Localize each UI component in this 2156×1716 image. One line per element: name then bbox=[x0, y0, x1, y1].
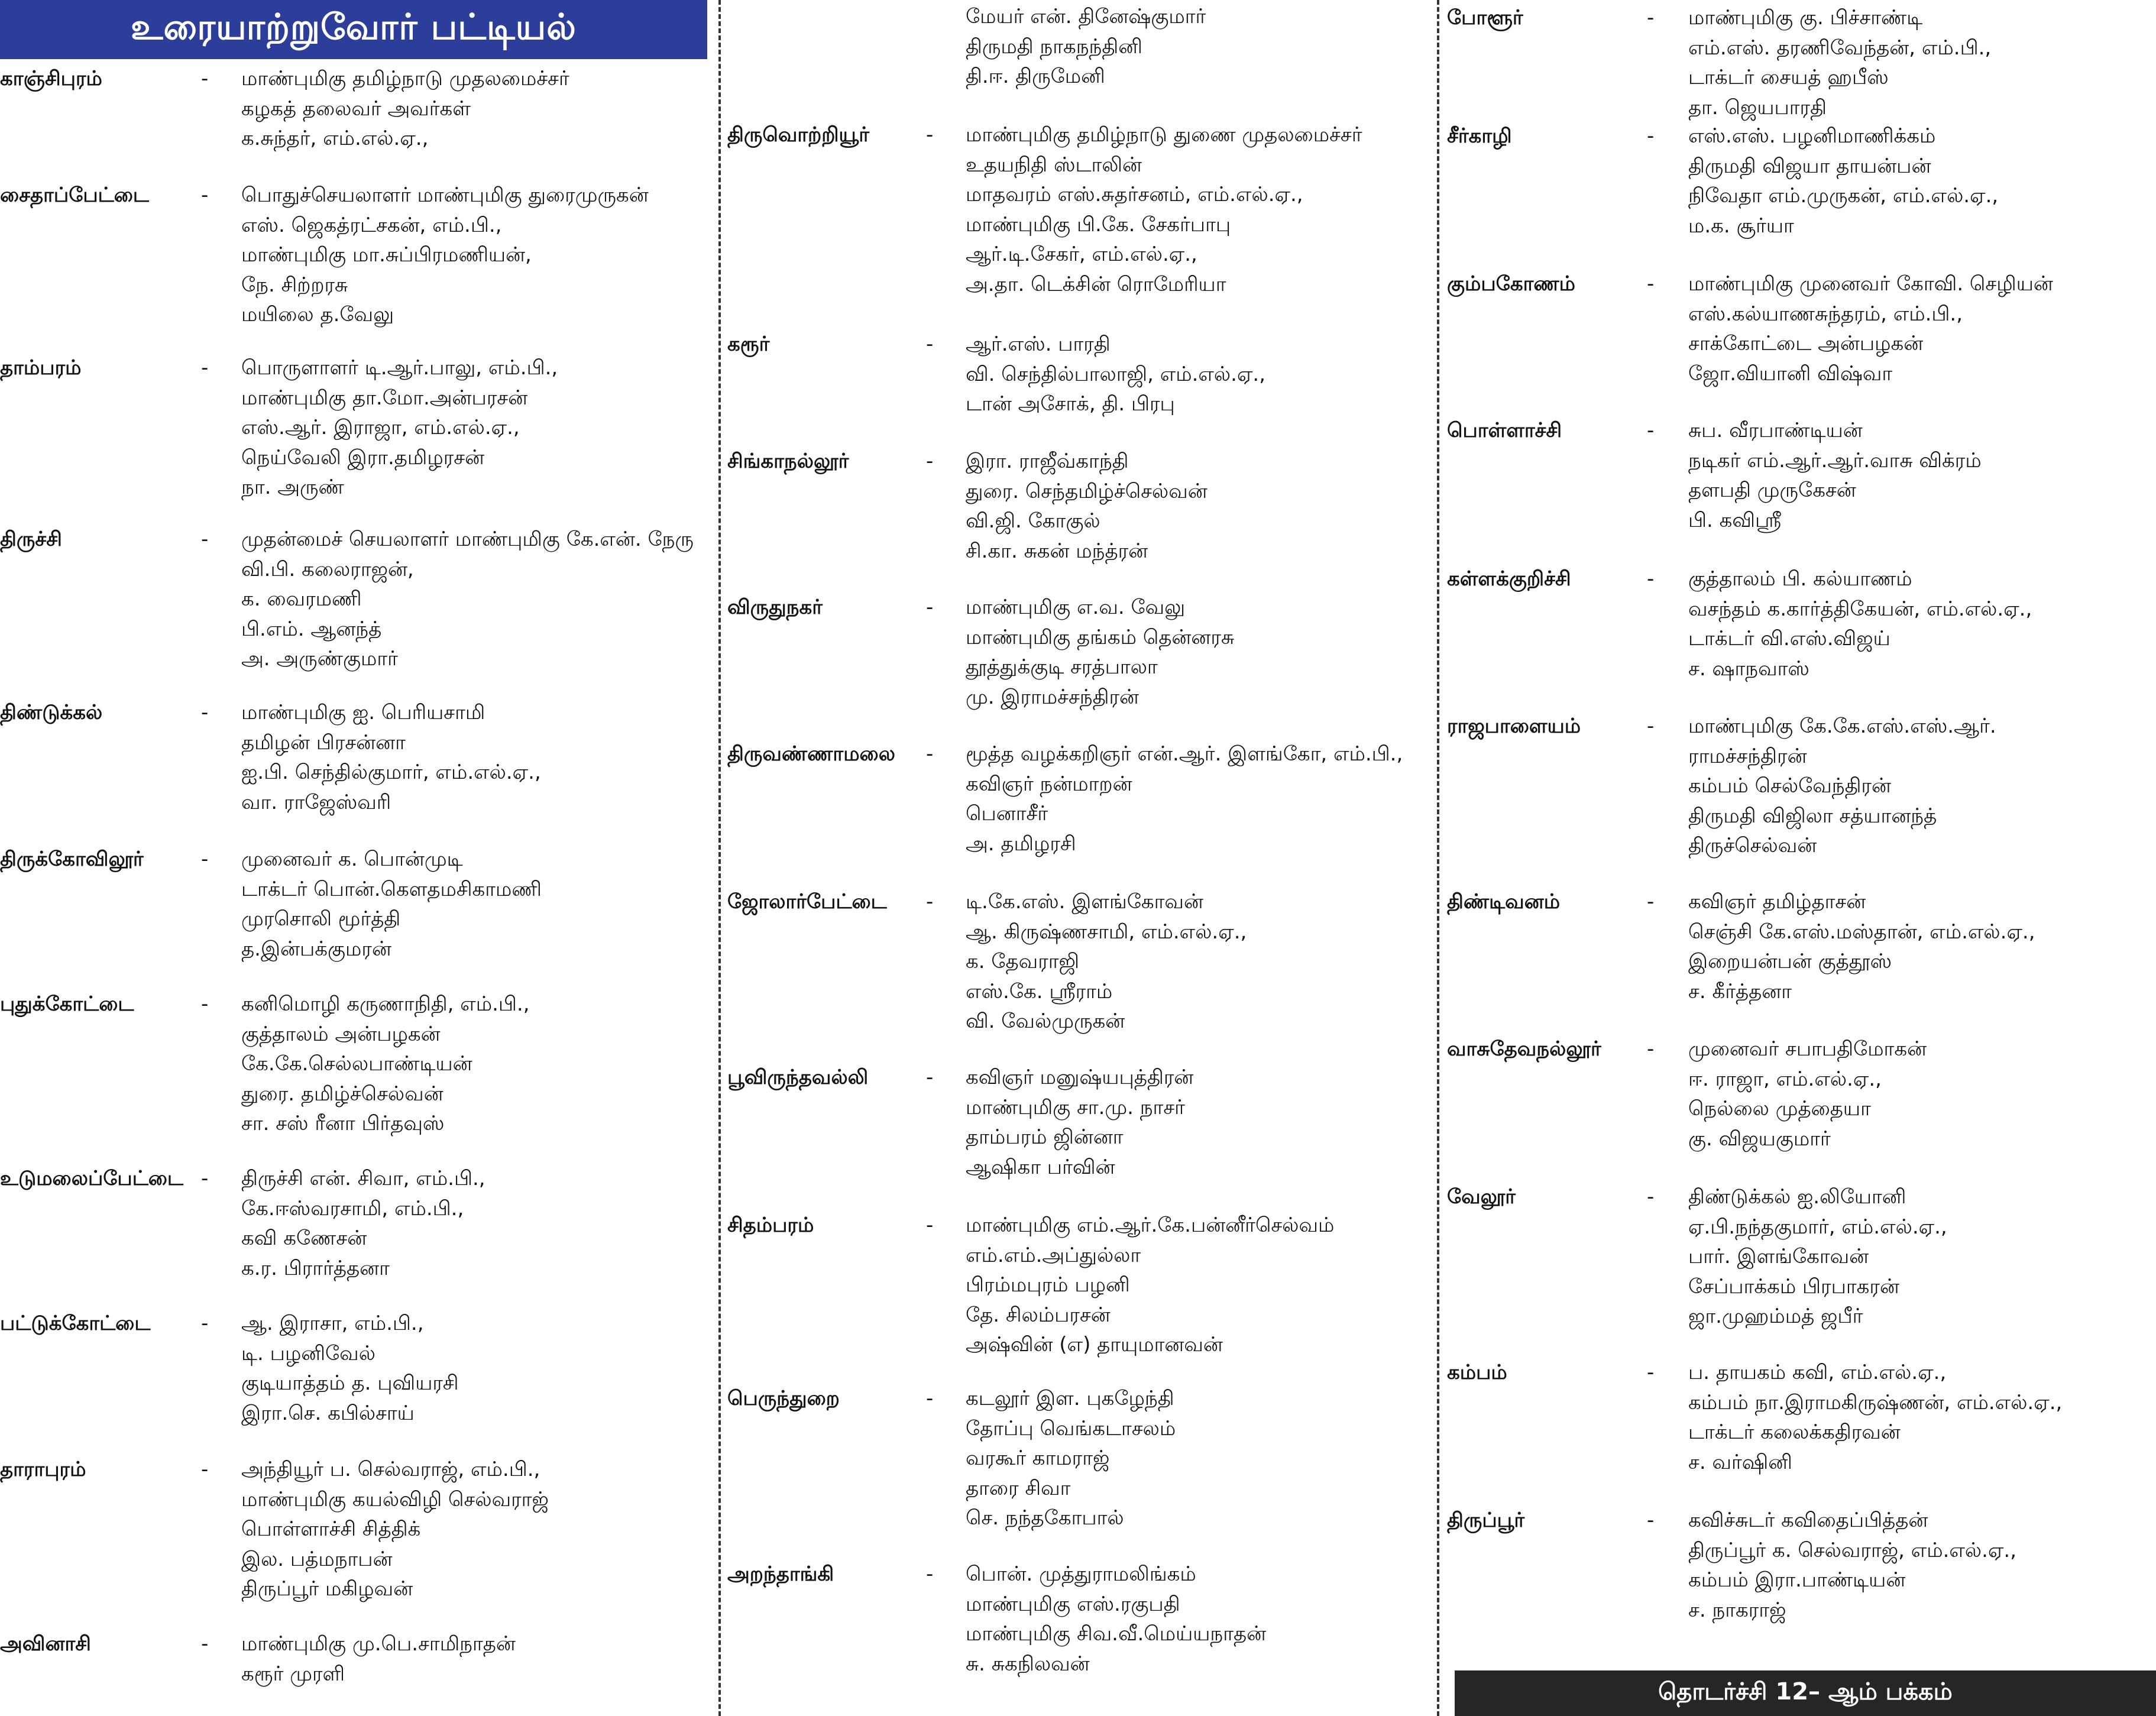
speaker-list bbox=[966, 1559, 1266, 1679]
constituency-name: கரூர் bbox=[727, 332, 770, 356]
speaker-name: பொள்ளாச்சி சித்திக் bbox=[241, 1517, 421, 1541]
speaker-name: கவிஞர் நன்மாறன் bbox=[966, 772, 1132, 796]
speaker-list bbox=[966, 1210, 1334, 1360]
column-3 bbox=[1446, 0, 2156, 1716]
speaker-name: வசந்தம் க.கார்த்திகேயன், எம்.எல்.ஏ., bbox=[1688, 597, 2032, 621]
speaker-name: பெனாசீர் bbox=[966, 802, 1048, 825]
speaker-list bbox=[966, 592, 1234, 712]
constituency-name: திருவொற்றியூர் bbox=[727, 123, 869, 147]
constituency-name: திருப்பூர் bbox=[1447, 1508, 1525, 1532]
speaker-name: மாண்புமிகு சா.மு. நாசர் bbox=[966, 1095, 1185, 1119]
speaker-name: தாரை சிவா bbox=[966, 1476, 1071, 1500]
speaker-list bbox=[966, 1384, 1176, 1533]
speaker-name: கு. விஜயகுமார் bbox=[1688, 1126, 1831, 1151]
separator-dash: - bbox=[201, 527, 209, 551]
separator-dash: - bbox=[201, 1458, 209, 1481]
constituency-name: போளூர் bbox=[1447, 6, 1523, 30]
speaker-list bbox=[1688, 564, 2032, 684]
speaker-name: டாக்டர் பொன்.கௌதமசிகாமணி bbox=[241, 877, 542, 901]
speaker-name: வி. வேல்முருகன் bbox=[966, 1009, 1125, 1033]
speaker-name: கனிமொழி கருணாநிதி, எம்.பி., bbox=[241, 992, 530, 1016]
constituency-name: அவினாசி bbox=[0, 1632, 91, 1656]
speaker-list bbox=[241, 180, 649, 330]
separator-dash: - bbox=[1647, 419, 1655, 442]
speaker-name: பிரம்மபுரம் பழனி bbox=[966, 1273, 1130, 1297]
speaker-name: முதன்மைச் செயலாளர் மாண்புமிகு கே.என். நேரு bbox=[241, 527, 694, 551]
separator-dash: - bbox=[201, 1312, 209, 1335]
speaker-name: சேப்பாக்கம் பிரபாகரன் bbox=[1688, 1274, 1899, 1299]
speaker-name: ப. தாயகம் கவி, எம்.எல்.ஏ., bbox=[1688, 1361, 1947, 1384]
separator-dash: - bbox=[926, 449, 934, 473]
constituency-name: சிதம்பரம் bbox=[727, 1213, 814, 1237]
speaker-name: கவிஞர் மனுஷ்யபுத்திரன் bbox=[966, 1066, 1194, 1089]
speaker-list bbox=[966, 446, 1208, 566]
speaker-name: அ. தமிழரசி bbox=[966, 831, 1076, 856]
speaker-name: மாண்புமிகு மு.பெ.சாமிநாதன் bbox=[241, 1632, 516, 1656]
separator-dash: - bbox=[1647, 1185, 1655, 1209]
speaker-name: தோப்பு வெங்கடாசலம் bbox=[966, 1416, 1176, 1440]
speaker-name: செ. நந்தகோபால் bbox=[966, 1506, 1124, 1530]
constituency-name: சைதாப்பேட்டை bbox=[0, 183, 149, 207]
speaker-name: மாண்புமிகு தா.மோ.அன்பரசன் bbox=[241, 386, 528, 410]
speaker-name: மாண்புமிகு தமிழ்நாடு துணை முதலமைச்சர் bbox=[966, 123, 1362, 147]
speaker-list bbox=[241, 524, 694, 674]
column-2 bbox=[726, 0, 1433, 1716]
speaker-name: திருச்செல்வன் bbox=[1688, 834, 1817, 857]
speaker-name: ஜா.முஹம்மத் ஜபீர் bbox=[1688, 1304, 1863, 1328]
speaker-list bbox=[241, 1164, 485, 1283]
speaker-name: மு. இராமச்சந்திரன் bbox=[966, 685, 1139, 709]
column-divider bbox=[718, 0, 721, 1716]
speaker-list bbox=[1688, 269, 2053, 388]
speaker-list bbox=[966, 887, 1247, 1037]
column-1 bbox=[0, 0, 716, 1716]
speaker-name: ச. நாகராஜ் bbox=[1688, 1598, 1786, 1622]
speaker-name: அந்தியூர் ப. செல்வராஜ், எம்.பி., bbox=[241, 1458, 540, 1481]
speaker-name: மாண்புமிகு மா.சுப்பிரமணியன், bbox=[241, 243, 532, 267]
constituency-name: சீர்காழி bbox=[1447, 124, 1512, 148]
speaker-name: ஆர்.எஸ். பாரதி bbox=[966, 332, 1111, 356]
speaker-name: க.ர. பிரார்த்தனா bbox=[241, 1256, 390, 1280]
constituency-name: புதுக்கோட்டை bbox=[0, 992, 134, 1016]
speaker-name: ஐ.பி. செந்தில்குமார், எம்.எல்.ஏ., bbox=[241, 760, 541, 784]
constituency-name: கம்பம் bbox=[1447, 1361, 1507, 1384]
speaker-name: தமிழன் பிரசன்னா bbox=[241, 730, 406, 755]
speaker-name: கடலூர் இள. புகழேந்தி bbox=[966, 1387, 1174, 1410]
speaker-name: ச. வர்ஷினி bbox=[1688, 1450, 1792, 1474]
separator-dash: - bbox=[201, 701, 209, 724]
speaker-name: ராமச்சந்திரன் bbox=[1688, 744, 1807, 768]
separator-dash: - bbox=[201, 1632, 209, 1656]
speaker-name: சு. சுகநிலவன் bbox=[966, 1652, 1090, 1676]
speaker-name: துரை. தமிழ்ச்செல்வன் bbox=[241, 1082, 443, 1106]
speaker-list bbox=[966, 120, 1362, 299]
speaker-name: நா. அருண் bbox=[241, 475, 344, 499]
speaker-name: க.சுந்தர், எம்.எல்.ஏ., bbox=[241, 127, 429, 150]
constituency-name: தாராபுரம் bbox=[0, 1458, 86, 1481]
separator-dash: - bbox=[926, 1562, 934, 1586]
speaker-name: திருச்சி என். சிவா, எம்.பி., bbox=[241, 1167, 485, 1190]
separator-dash: - bbox=[201, 183, 209, 207]
constituency-name: திருச்சி bbox=[0, 527, 62, 551]
speaker-name: கே.ஈஸ்வரசாமி, எம்.பி., bbox=[241, 1196, 464, 1220]
speaker-name: அ.தா. டெக்சின் ரொமேரியா bbox=[966, 272, 1226, 296]
speaker-list bbox=[241, 1309, 459, 1428]
separator-dash: - bbox=[926, 123, 934, 147]
speaker-name: குடியாத்தம் த. புவியரசி bbox=[241, 1371, 459, 1395]
speaker-name: மாண்புமிகு பி.கே. சேகர்பாபு bbox=[966, 212, 1231, 237]
separator-dash: - bbox=[201, 67, 209, 90]
constituency-name: பூவிருந்தவல்லி bbox=[727, 1066, 869, 1089]
separator-dash: - bbox=[926, 890, 934, 914]
speaker-name: முரசொலி மூர்த்தி bbox=[241, 907, 401, 931]
constituency-name: ராஜபாளையம் bbox=[1447, 714, 1581, 738]
speaker-name: இல. பத்மநாபன் bbox=[241, 1547, 393, 1571]
speaker-list bbox=[966, 2, 1206, 92]
constituency-name: திண்டுக்கல் bbox=[0, 701, 103, 724]
speaker-name: செஞ்சி கே.எஸ்.மஸ்தான், எம்.எல்.ஏ., bbox=[1688, 919, 2035, 944]
page-title: உரையாற்றுவோர் பட்டியல் bbox=[0, 0, 707, 59]
speaker-name: பி.எம். ஆனந்த் bbox=[241, 617, 382, 641]
speaker-name: எம்.எஸ். தரணிவேந்தன், எம்.பி., bbox=[1688, 35, 1992, 60]
separator-dash: - bbox=[926, 1387, 934, 1410]
speaker-name: உதயநிதி ஸ்டாலின் bbox=[966, 153, 1142, 177]
constituency-name: சிங்காநல்லூர் bbox=[727, 449, 849, 473]
speaker-name: அ. அருண்குமார் bbox=[241, 647, 398, 671]
speaker-name: ஆஷிகா பர்வின் bbox=[966, 1155, 1115, 1179]
speaker-name: பொதுச்செயலாளர் மாண்புமிகு துரைமுருகன் bbox=[241, 183, 649, 207]
speaker-name: குத்தாலம் அன்பழகன் bbox=[241, 1022, 441, 1046]
speaker-name: தளபதி முருகேசன் bbox=[1688, 478, 1856, 502]
speaker-name: தூத்துக்குடி சரத்பாலா bbox=[966, 655, 1158, 679]
separator-dash: - bbox=[926, 742, 934, 766]
speaker-name: பொருளாளர் டி.ஆர்.பாலு, எம்.பி., bbox=[241, 356, 558, 380]
speaker-name: திருப்பூர் மகிழவன் bbox=[241, 1577, 413, 1601]
speaker-name: ஆர்.டி.சேகர், எம்.எல்.ஏ., bbox=[966, 242, 1197, 266]
constituency-name: தாம்பரம் bbox=[0, 356, 82, 380]
separator-dash: - bbox=[1647, 890, 1655, 914]
constituency-name: வேலூர் bbox=[1447, 1185, 1516, 1209]
speaker-name: ச. ஷாநவாஸ் bbox=[1688, 656, 1809, 681]
speaker-name: மாண்புமிகு எம்.ஆர்.கே.பன்னீர்செல்வம் bbox=[966, 1213, 1335, 1237]
speaker-name: மாண்புமிகு ஐ. பெரியசாமி bbox=[241, 701, 485, 724]
speaker-name: சாக்கோட்டை அன்பழகன் bbox=[1688, 332, 1924, 355]
separator-dash: - bbox=[201, 992, 209, 1016]
constituency-name: விருதுநகர் bbox=[727, 595, 823, 619]
speaker-name: சி.கா. சுகன் மந்த்ரன் bbox=[966, 539, 1148, 563]
speaker-name: அஷ்வின் (எ) தாயுமானவன் bbox=[966, 1333, 1223, 1356]
speaker-list bbox=[966, 329, 1265, 419]
speaker-name: இரா.செ. கபில்சாய் bbox=[241, 1401, 415, 1425]
speaker-list bbox=[966, 1063, 1193, 1182]
speaker-list bbox=[1688, 1034, 1927, 1154]
speaker-name: டாக்டர் வி.எஸ்.விஜய் bbox=[1688, 627, 1890, 650]
speaker-name: வா. ராஜேஸ்வரி bbox=[241, 790, 391, 814]
speaker-name: எஸ். ஜெகத்ரட்சகன், எம்.பி., bbox=[241, 213, 502, 237]
speaker-name: மாண்புமிகு எ.வ. வேலு bbox=[966, 595, 1186, 619]
speaker-name: மாண்புமிகு தமிழ்நாடு முதலமைச்சர் bbox=[241, 67, 569, 90]
separator-dash: - bbox=[1647, 272, 1655, 296]
speaker-name: த.இன்பக்குமரன் bbox=[241, 937, 391, 961]
speaker-list bbox=[241, 64, 569, 154]
separator-dash: - bbox=[926, 1066, 934, 1089]
speaker-name: மூத்த வழக்கறிஞர் என்.ஆர். இளங்கோ, எம்.பி., bbox=[966, 742, 1403, 766]
separator-dash: - bbox=[201, 356, 209, 380]
constituency-name: திண்டிவனம் bbox=[1447, 890, 1561, 914]
speaker-name: எஸ்.கே. ஸ்ரீராம் bbox=[966, 979, 1113, 1003]
separator-dash: - bbox=[926, 332, 934, 356]
speaker-name: நடிகர் எம்.ஆர்.ஆர்.வாசு விக்ரம் bbox=[1688, 448, 1982, 472]
speaker-name: கே.கே.செல்லபாண்டியன் bbox=[241, 1052, 472, 1076]
constituency-name: வாசுதேவநல்லூர் bbox=[1447, 1037, 1601, 1061]
constituency-name: அறந்தாங்கி bbox=[727, 1562, 834, 1586]
speaker-name: திருப்பூர் க. செல்வராஜ், எம்.எல்.ஏ., bbox=[1688, 1538, 2017, 1562]
constituency-name: ஜோலார்பேட்டை bbox=[727, 890, 887, 914]
separator-dash: - bbox=[1647, 1361, 1655, 1384]
speaker-name: குத்தாலம் பி. கல்யாணம் bbox=[1688, 567, 1912, 591]
speaker-name: மாண்புமிகு சிவ.வீ.மெய்யநாதன் bbox=[966, 1622, 1267, 1646]
speaker-name: இறையன்பன் குத்தூஸ் bbox=[1688, 950, 1892, 973]
speaker-name: எம்.எம்.அப்துல்லா bbox=[966, 1243, 1141, 1267]
speaker-name: கழகத் தலைவர் அவர்கள் bbox=[241, 96, 471, 121]
speaker-name: தா. ஜெயபாரதி bbox=[1688, 95, 1827, 119]
speaker-list bbox=[1688, 711, 1996, 861]
speaker-name: கம்பம் நா.இராமகிருஷ்ணன், எம்.எல்.ஏ., bbox=[1688, 1390, 2063, 1414]
speaker-name: மாண்புமிகு தங்கம் தென்னரசு bbox=[966, 625, 1235, 649]
speaker-name: மாண்புமிகு கே.கே.எஸ்.எஸ்.ஆர். bbox=[1688, 714, 1996, 738]
speaker-list bbox=[1688, 1182, 1947, 1332]
speaker-name: மாண்புமிகு கு. பிச்சாண்டி bbox=[1688, 6, 1923, 30]
speaker-name: ஜோ.வியானி விஷ்வா bbox=[1688, 361, 1893, 386]
speaker-name: கவி கணேசன் bbox=[241, 1226, 367, 1250]
speaker-name: நிவேதா எம்.முருகன், எம்.எல்.ஏ., bbox=[1688, 184, 1999, 208]
speaker-name: வரகூர் காமராஜ் bbox=[966, 1446, 1110, 1470]
speaker-name: பொன். முத்துராமலிங்கம் bbox=[966, 1562, 1196, 1586]
speaker-name: ஈ. ராஜா, எம்.எல்.ஏ., bbox=[1688, 1067, 1882, 1091]
speaker-name: எஸ்.எஸ். பழனிமாணிக்கம் bbox=[1688, 124, 1936, 148]
speaker-name: நெல்லை முத்தையா bbox=[1688, 1097, 1871, 1121]
speaker-name: நே. சிற்றரசு bbox=[241, 273, 348, 297]
speaker-list bbox=[966, 739, 1403, 859]
speaker-list bbox=[1688, 887, 2035, 1006]
speaker-name: திருமதி நாகநந்தினி bbox=[966, 34, 1142, 59]
speaker-list bbox=[241, 698, 541, 817]
speaker-name: டி.கே.எஸ். இளங்கோவன் bbox=[966, 890, 1203, 914]
speaker-list bbox=[241, 353, 558, 503]
constituency-name: பொள்ளாச்சி bbox=[1447, 419, 1562, 442]
speaker-name: ஏ.பி.நந்தகுமார், எம்.எல்.ஏ., bbox=[1688, 1215, 1947, 1239]
speaker-list bbox=[1688, 121, 1998, 241]
speaker-name: ம.க. சூர்யா bbox=[1688, 213, 1794, 238]
separator-dash: - bbox=[1647, 1508, 1655, 1532]
speaker-list bbox=[241, 989, 530, 1139]
speaker-name: திண்டுக்கல் ஐ.லியோனி bbox=[1688, 1185, 1906, 1209]
separator-dash: - bbox=[1647, 714, 1655, 738]
constituency-name: திருக்கோவிலூர் bbox=[0, 847, 144, 871]
speaker-name: க. தேவராஜி bbox=[966, 950, 1080, 973]
speaker-name: மாண்புமிகு முனைவர் கோவி. செழியன் bbox=[1688, 272, 2053, 296]
speaker-name: வி.பி. கலைராஜன், bbox=[241, 557, 414, 581]
speaker-name: நெய்வேலி இரா.தமிழரசன் bbox=[241, 445, 485, 470]
speaker-name: எஸ்.கல்யாணசுந்தரம், எம்.பி., bbox=[1688, 302, 1963, 326]
speaker-list bbox=[1688, 1505, 2016, 1625]
separator-dash: - bbox=[1647, 124, 1655, 148]
constituency-name: பெருந்துறை bbox=[727, 1387, 840, 1410]
speaker-list bbox=[241, 1455, 549, 1604]
speaker-name: கவிஞர் தமிழ்தாசன் bbox=[1688, 890, 1866, 914]
speaker-name: இரா. ராஜீவ்காந்தி bbox=[966, 449, 1129, 473]
column-divider bbox=[1437, 0, 1439, 1716]
speaker-name: தி.ஈ. திருமேனி bbox=[966, 64, 1105, 88]
separator-dash: - bbox=[1647, 1037, 1655, 1061]
speaker-name: கரூர் முரளி bbox=[241, 1662, 345, 1686]
separator-dash: - bbox=[1647, 567, 1655, 591]
separator-dash: - bbox=[201, 1167, 209, 1190]
speaker-name: திருமதி விஜயா தாயன்பன் bbox=[1688, 154, 1931, 178]
speaker-name: திருமதி விஜிலா சத்யானந்த் bbox=[1688, 804, 1937, 828]
speaker-name: பி. கவிஸ்ரீ bbox=[1688, 508, 1782, 532]
speaker-name: மாண்புமிகு எஸ்.ரகுபதி bbox=[966, 1592, 1180, 1616]
speaker-name: டாக்டர் கலைக்கதிரவன் bbox=[1688, 1420, 1901, 1444]
speaker-name: முனைவர் க. பொன்முடி bbox=[241, 847, 463, 871]
constituency-name: திருவண்ணாமலை bbox=[727, 742, 895, 766]
constituency-name: கும்பகோணம் bbox=[1447, 272, 1575, 296]
speaker-name: ச. கீர்த்தனா bbox=[1688, 979, 1792, 1003]
speaker-list bbox=[241, 844, 542, 964]
separator-dash: - bbox=[201, 847, 209, 871]
speaker-name: தாம்பரம் ஜின்னா bbox=[966, 1125, 1124, 1149]
separator-dash: - bbox=[926, 1213, 934, 1237]
continuation-footer: தொடர்ச்சி 12– ஆம் பக்கம் bbox=[1455, 1670, 2156, 1716]
speaker-name: பார். இளங்கோவன் bbox=[1688, 1245, 1869, 1268]
speaker-list bbox=[1688, 3, 1991, 122]
speaker-name: வி. செந்தில்பாலாஜி, எம்.எல்.ஏ., bbox=[966, 362, 1266, 386]
speaker-name: டி. பழனிவேல் bbox=[241, 1341, 375, 1365]
speaker-name: கம்பம் செல்வேந்திரன் bbox=[1688, 774, 1891, 798]
speaker-name: டான் அசோக், தி. பிரபு bbox=[966, 392, 1175, 416]
separator-dash: - bbox=[1647, 6, 1655, 30]
speaker-name: மாண்புமிகு கயல்விழி செல்வராஜ் bbox=[241, 1487, 549, 1511]
speaker-list bbox=[241, 1629, 516, 1689]
constituency-name: காஞ்சிபுரம் bbox=[0, 67, 102, 90]
speaker-name: கவிச்சுடர் கவிதைப்பித்தன் bbox=[1688, 1508, 1928, 1532]
constituency-name: உடுமலைப்பேட்டை bbox=[0, 1167, 183, 1190]
speaker-name: வி.ஜி. கோகுல் bbox=[966, 509, 1100, 533]
speaker-name: ஆ. இராசா, எம்.பி., bbox=[241, 1312, 424, 1335]
speaker-name: சுப. வீரபாண்டியன் bbox=[1688, 419, 1863, 442]
speaker-name: ஆ. கிருஷ்ணசாமி, எம்.எல்.ஏ., bbox=[966, 919, 1247, 944]
speaker-name: டாக்டர் சையத் ஹபீஸ் bbox=[1688, 66, 1889, 89]
speaker-name: க. வைரமணி bbox=[241, 587, 362, 611]
speaker-name: மேயர் என். தினேஷ்குமார் bbox=[966, 5, 1206, 28]
speaker-name: மயிலை த.வேலு bbox=[241, 303, 394, 326]
speaker-name: கம்பம் இரா.பாண்டியன் bbox=[1688, 1568, 1906, 1592]
speaker-name: சா. சஸ் ரீனா பிர்தவுஸ் bbox=[241, 1112, 445, 1135]
speaker-name: தே. சிலம்பரசன் bbox=[966, 1303, 1111, 1327]
constituency-name: கள்ளக்குறிச்சி bbox=[1447, 567, 1571, 591]
speaker-name: எஸ்.ஆர். இராஜா, எம்.எல்.ஏ., bbox=[241, 416, 520, 439]
speaker-list bbox=[1688, 1358, 2062, 1477]
separator-dash: - bbox=[926, 595, 934, 619]
speaker-list bbox=[1688, 416, 1982, 535]
constituency-name: பட்டுக்கோட்டை bbox=[0, 1312, 151, 1335]
speaker-name: முனைவர் சபாபதிமோகன் bbox=[1688, 1037, 1927, 1061]
speaker-name: மாதவரம் எஸ்.சுதர்சனம், எம்.எல்.ஏ., bbox=[966, 183, 1303, 206]
speaker-name: துரை. செந்தமிழ்ச்செல்வன் bbox=[966, 479, 1208, 503]
